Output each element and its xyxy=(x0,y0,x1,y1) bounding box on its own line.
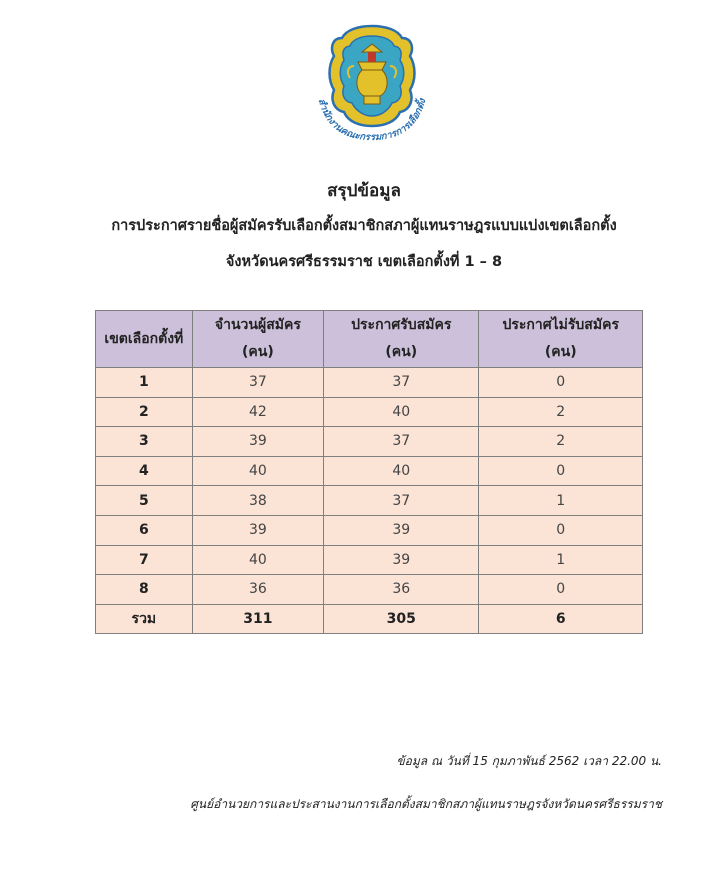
total-accepted-cell: 305 xyxy=(324,604,479,634)
rejected-cell: 0 xyxy=(479,515,643,545)
accepted-cell: 37 xyxy=(324,427,479,457)
district-cell: 4 xyxy=(96,456,193,486)
rejected-cell: 2 xyxy=(479,427,643,457)
rejected-cell: 1 xyxy=(479,545,643,575)
svg-text:สำนักงานคณะกรรมการการเลือกตั้ง: สำนักงานคณะกรรมการการเลือกตั้ง xyxy=(315,97,429,144)
table-row xyxy=(96,486,643,516)
accepted-cell: 36 xyxy=(324,575,479,605)
table-row xyxy=(96,515,643,545)
election-commission-logo xyxy=(302,22,442,147)
accepted-cell: 37 xyxy=(324,486,479,516)
table-row xyxy=(96,545,643,575)
table-row xyxy=(96,368,643,398)
header-rejected: ประกาศไม่รับสมัคร (คน) xyxy=(479,311,643,368)
table-row xyxy=(96,575,643,605)
accepted-cell: 40 xyxy=(324,456,479,486)
candidate-summary-table xyxy=(95,310,643,634)
table-row xyxy=(96,427,643,457)
province-line: จังหวัดนครศรีธรรมราช เขตเลือกตั้งที่ 1 – 8 xyxy=(225,254,503,270)
page-title: สรุปข้อมูล xyxy=(327,181,401,201)
applicants-cell: 42 xyxy=(192,397,323,427)
applicants-cell: 40 xyxy=(192,456,323,486)
accepted-cell: 37 xyxy=(324,368,479,398)
applicants-cell: 36 xyxy=(192,575,323,605)
rejected-cell: 2 xyxy=(479,397,643,427)
accepted-cell: 40 xyxy=(324,397,479,427)
applicants-cell: 39 xyxy=(192,427,323,457)
applicants-cell: 39 xyxy=(192,515,323,545)
applicants-cell: 37 xyxy=(192,368,323,398)
data-timestamp: ข้อมูล ณ วันที่ 15 กุมภาพันธ์ 2562 เวลา 22.00 น. xyxy=(396,754,662,768)
accepted-cell: 39 xyxy=(324,545,479,575)
table-row xyxy=(96,397,643,427)
district-cell: 7 xyxy=(96,545,193,575)
district-cell: 1 xyxy=(96,368,193,398)
district-cell: 6 xyxy=(96,515,193,545)
district-cell: 8 xyxy=(96,575,193,605)
district-cell: 3 xyxy=(96,427,193,457)
table-row xyxy=(96,456,643,486)
page-subtitle: การประกาศรายชื่อผู้สมัครรับเลือกตั้งสมาชิกสภาผู้แทนราษฎรแบบแบ่งเขตเลือกตั้ง xyxy=(111,218,617,234)
district-cell: 2 xyxy=(96,397,193,427)
table-header-row xyxy=(96,311,643,368)
rejected-cell: 1 xyxy=(479,486,643,516)
accepted-cell: 39 xyxy=(324,515,479,545)
table-total-row xyxy=(96,604,643,634)
total-applicants-cell: 311 xyxy=(192,604,323,634)
rejected-cell: 0 xyxy=(479,456,643,486)
applicants-cell: 38 xyxy=(192,486,323,516)
rejected-cell: 0 xyxy=(479,575,643,605)
header-applicants: จำนวนผู้สมัคร (คน) xyxy=(192,311,323,368)
applicants-cell: 40 xyxy=(192,545,323,575)
seal-icon xyxy=(302,22,442,147)
source-agency: ศูนย์อำนวยการและประสานงานการเลือกตั้งสมาชิกสภาผู้แทนราษฎรจังหวัดนครศรีธรรมราช xyxy=(190,797,662,811)
rejected-cell: 0 xyxy=(479,368,643,398)
header-accepted: ประกาศรับสมัคร (คน) xyxy=(324,311,479,368)
total-label-cell: รวม xyxy=(96,604,193,634)
district-cell: 5 xyxy=(96,486,193,516)
header-district: เขตเลือกตั้งที่ xyxy=(96,311,193,368)
total-rejected-cell: 6 xyxy=(479,604,643,634)
